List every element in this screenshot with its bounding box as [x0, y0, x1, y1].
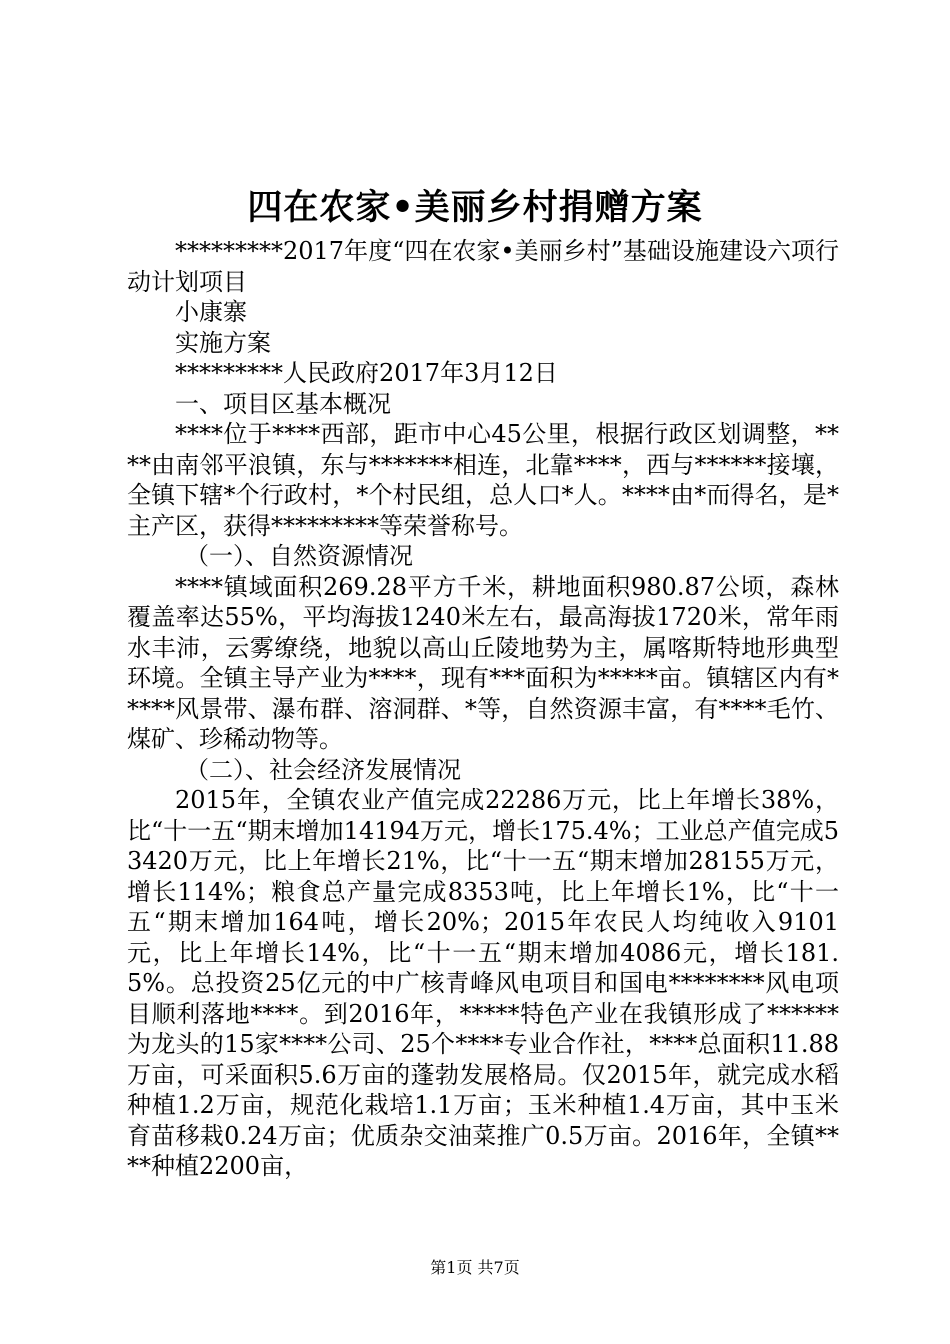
- paragraph-natural-resources: ****镇域面积269.28平方千米，耕地面积980.87公顷，森林覆盖率达55%，平均海拔1240米左右，最高海拔1720米，常年雨水丰沛，云雾缭绕，地貌以高山丘陵地势为主，属喀斯特地形典型环境。全镇主导产业为****，现有***面积为*****亩。镇辖区内有*****风景带、瀑布群、溶洞群、*等，自然资源丰富，有****毛竹、煤矿、珍稀动物等。: [127, 572, 839, 753]
- heading-section-1: 一、项目区基本概况: [175, 389, 391, 418]
- document-body: [127, 236, 839, 1182]
- heading-natural-resources: （一）、自然资源情况: [185, 542, 413, 570]
- paragraph-overview: ****位于****西部，距市中心45公里，根据行政区划调整，****由南邻平浪镇，东与*******相连，北靠****，西与******接壤，全镇下辖*个行政村，*个村民组，总人口*人。****由*而得名，是*主产区，获得*********等荣誉称号。: [127, 420, 839, 540]
- page-footer: 第1页 共7页: [430, 1258, 520, 1277]
- document-title: 四在农家•美丽乡村捐赠方案: [247, 188, 703, 228]
- paragraph-project-name: *********2017年度“四在农家•美丽乡村”基础设施建设六项行动计划项目: [127, 237, 839, 296]
- paragraph-village: 小康寨: [175, 298, 247, 326]
- paragraph-issuer-date: *********人民政府2017年3月12日: [175, 359, 558, 387]
- heading-socio-economic: （二）、社会经济发展情况: [185, 755, 461, 784]
- paragraph-socio-economic: 2015年，全镇农业产值完成22286万元，比上年增长38%，比“十一五“期末增加14194万元，增长175.4%；工业总产值完成53420万元，比上年增长21%，比“十一五“期末增加28155万元，增长114%；粮食总产量完成8353吨，比上年增长1%，比“十一五“期末增加164吨，增长20%；2015年农民人均纯收入9101元，比上年增长14%，比“十一五“期末增加4086元，增长181.5%。总投资25亿元的中广核青峰风电项目和国电********风电项目顺利落地****。到2016年，*****特色产业在我镇形成了******为龙头的15家****公司、25个****专业合作社，****总面积11.88万亩，可采面积5.6万亩的蓬勃发展格局。仅2015年，就完成水稻种植1.2万亩，规范化栽培1.1万亩；玉米种植1.4万亩，其中玉米育苗移栽0.24万亩；优质杂交油菜推广0.5万亩。2016年，全镇****种植2200亩，: [127, 786, 839, 1180]
- paragraph-plan: 实施方案: [175, 328, 271, 357]
